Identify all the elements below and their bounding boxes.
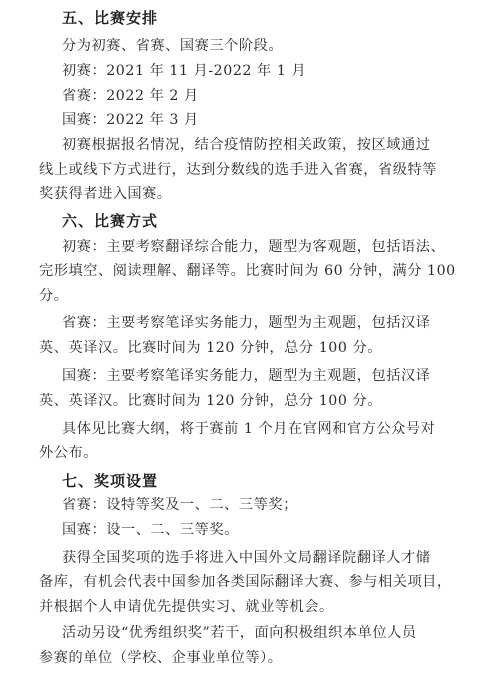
national-awards: 国赛：设一、二、三等奖。 bbox=[62, 522, 239, 538]
provincial-format-line-2: 英、英译汉。比赛时间为 120 分钟，总分 100 分。 bbox=[39, 340, 382, 356]
org-award-line-2: 参赛的单位（学校、企事业单位等）。 bbox=[39, 650, 283, 666]
syllabus-line-2: 外公布。 bbox=[39, 445, 98, 462]
syllabus-line-1: 具体见比赛大纲，将于赛前 1 个月在官网和官方公众号对 bbox=[62, 420, 436, 437]
section-6-heading: 六、比赛方式 bbox=[62, 211, 159, 230]
schedule-para-line-1: 初赛根据报名情况，结合疫情防控相关政策，按区域通过 bbox=[62, 137, 431, 154]
preliminary-format-line-2: 完形填空、阅读理解、翻译等。比赛时间为 60 分钟，满分 100 bbox=[39, 263, 456, 280]
national-date: 国赛：2022 年 3 月 bbox=[62, 112, 199, 129]
section-5-heading: 五、比赛安排 bbox=[62, 9, 159, 27]
org-award-line-1: 活动另设“优秀组织奖”若干，面向积极组织本单位人员 bbox=[62, 625, 417, 642]
provincial-awards: 省赛：设特等奖及一、二、三等奖； bbox=[62, 497, 298, 514]
winners-line-1: 获得全国奖项的选手将进入中国外文局翻译院翻译人才储 bbox=[62, 549, 431, 566]
national-format-line-2: 英、英译汉。比赛时间为 120 分钟，总分 100 分。 bbox=[39, 393, 382, 410]
schedule-para-line-2: 线上或线下方式进行，达到分数线的选手进入省赛，省级特等 bbox=[39, 161, 437, 178]
winners-line-3: 并根据个人申请优先提供实习、就业等机会。 bbox=[39, 598, 334, 615]
winners-line-2: 备库，有机会代表中国参加各类国际翻译大赛、参与相关项目， bbox=[39, 574, 452, 591]
section-7-heading: 七、奖项设置 bbox=[62, 471, 159, 490]
preliminary-format-line-3: 分。 bbox=[39, 287, 69, 304]
preliminary-format-line-1: 初赛：主要考察翻译综合能力，题型为客观题，包括语法、 bbox=[62, 238, 446, 255]
schedule-para-line-3: 奖获得者进入国赛。 bbox=[39, 186, 172, 203]
stages-intro: 分为初赛、省赛、国赛三个阶段。 bbox=[62, 37, 284, 54]
national-format-line-1: 国赛：主要考察笔译实务能力，题型为主观题，包括汉译 bbox=[62, 368, 431, 385]
preliminary-date: 初赛：2021 年 11 月-2022 年 1 月 bbox=[62, 63, 307, 80]
provincial-date: 省赛：2022 年 2 月 bbox=[62, 87, 199, 104]
provincial-format-line-1: 省赛：主要考察笔译实务能力，题型为主观题，包括汉译 bbox=[62, 315, 431, 332]
